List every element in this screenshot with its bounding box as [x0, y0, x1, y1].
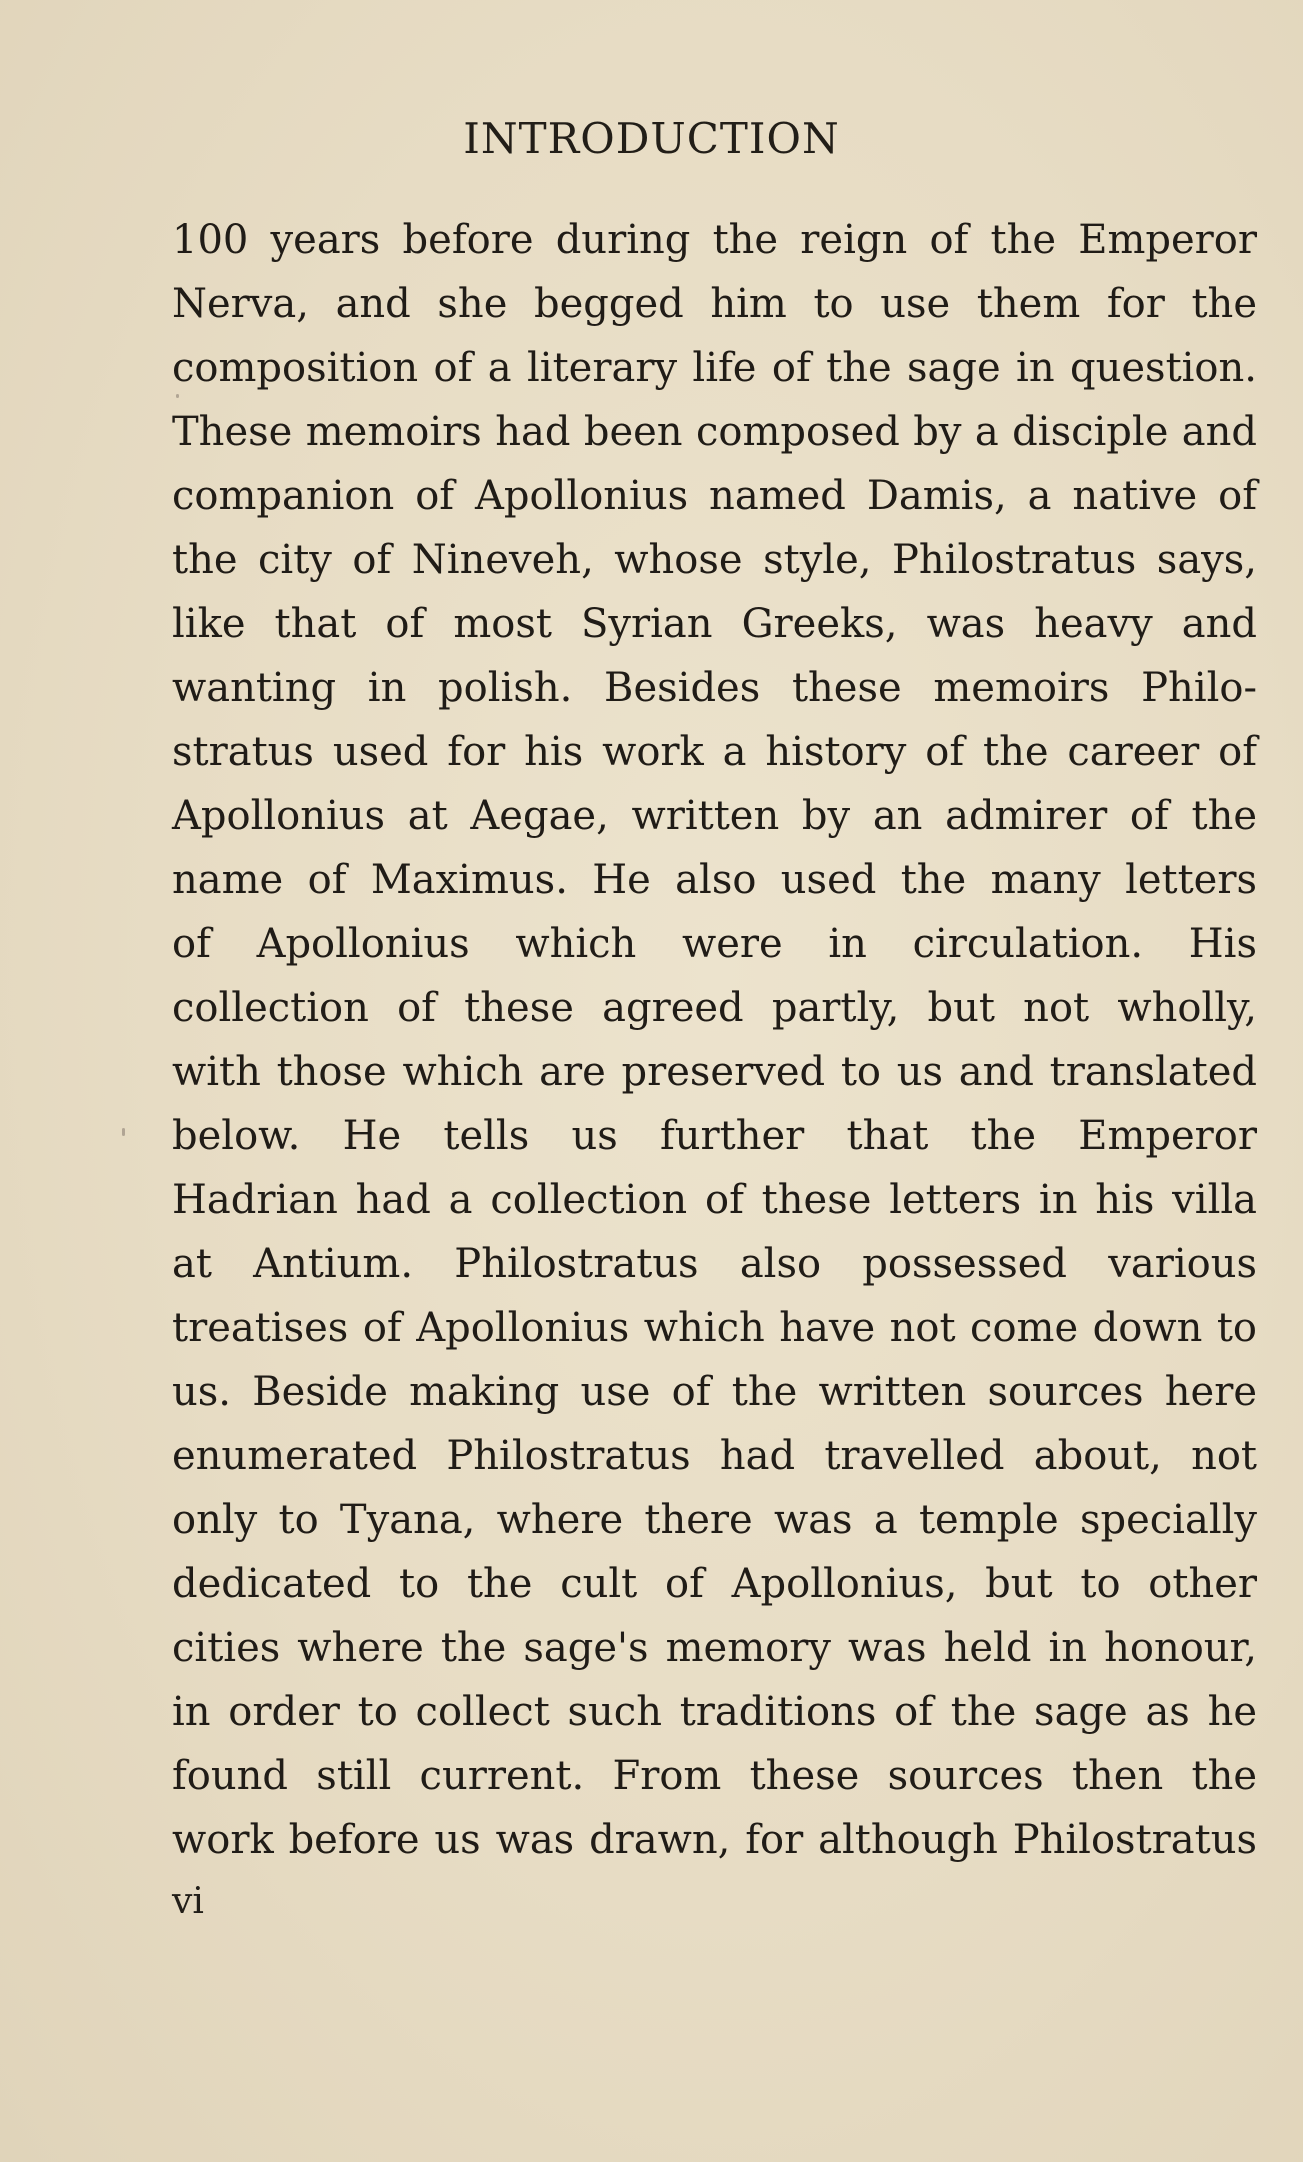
page-number: vi: [172, 1881, 204, 1922]
text-line: 100 years before during the reign of the Emperor: [172, 217, 1257, 263]
text-line: These memoirs had been composed by a disciple and: [172, 409, 1257, 455]
text-line: like that of most Syrian Greeks, was heavy and: [172, 601, 1257, 647]
text-line: below. He tells us further that the Emperor: [172, 1113, 1257, 1159]
text-line: found still current. From these sources then the: [172, 1753, 1257, 1799]
paper-speck: [176, 394, 179, 398]
text-line: dedicated to the cult of Apollonius, but to other: [172, 1561, 1257, 1607]
text-line: enumerated Philostratus had travelled about, not: [172, 1433, 1257, 1479]
text-line: with those which are preserved to us and translated: [172, 1049, 1257, 1095]
text-line: the city of Nineveh, whose style, Philostratus says,: [172, 537, 1257, 583]
body-text: [172, 208, 1257, 1872]
text-line: composition of a literary life of the sage in question.: [172, 345, 1257, 391]
text-line: at Antium. Philostratus also possessed various: [172, 1241, 1257, 1287]
text-line: Hadrian had a collection of these letters in his villa: [172, 1177, 1257, 1223]
text-line: name of Maximus. He also used the many letters: [172, 857, 1257, 903]
text-line: stratus used for his work a history of the career of: [172, 729, 1257, 775]
running-head: INTRODUCTION: [463, 114, 840, 163]
text-line: in order to collect such traditions of the sage as he: [172, 1689, 1257, 1735]
text-line: work before us was drawn, for although Philostratus: [172, 1817, 1257, 1863]
paper-speck: [122, 1128, 125, 1136]
text-line: wanting in polish. Besides these memoirs Philo-: [172, 665, 1257, 711]
text-line: of Apollonius which were in circulation. His: [172, 921, 1257, 967]
text-line: us. Beside making use of the written sources here: [172, 1369, 1257, 1415]
text-line: Apollonius at Aegae, written by an admirer of the: [172, 793, 1257, 839]
text-line: only to Tyana, where there was a temple specially: [172, 1497, 1257, 1543]
text-line: collection of these agreed partly, but not wholly,: [172, 985, 1257, 1031]
text-line: treatises of Apollonius which have not come down to: [172, 1305, 1257, 1351]
text-line: Nerva, and she begged him to use them for the: [172, 281, 1257, 327]
text-line: companion of Apollonius named Damis, a native of: [172, 473, 1257, 519]
text-line: cities where the sage's memory was held in honour,: [172, 1625, 1257, 1671]
